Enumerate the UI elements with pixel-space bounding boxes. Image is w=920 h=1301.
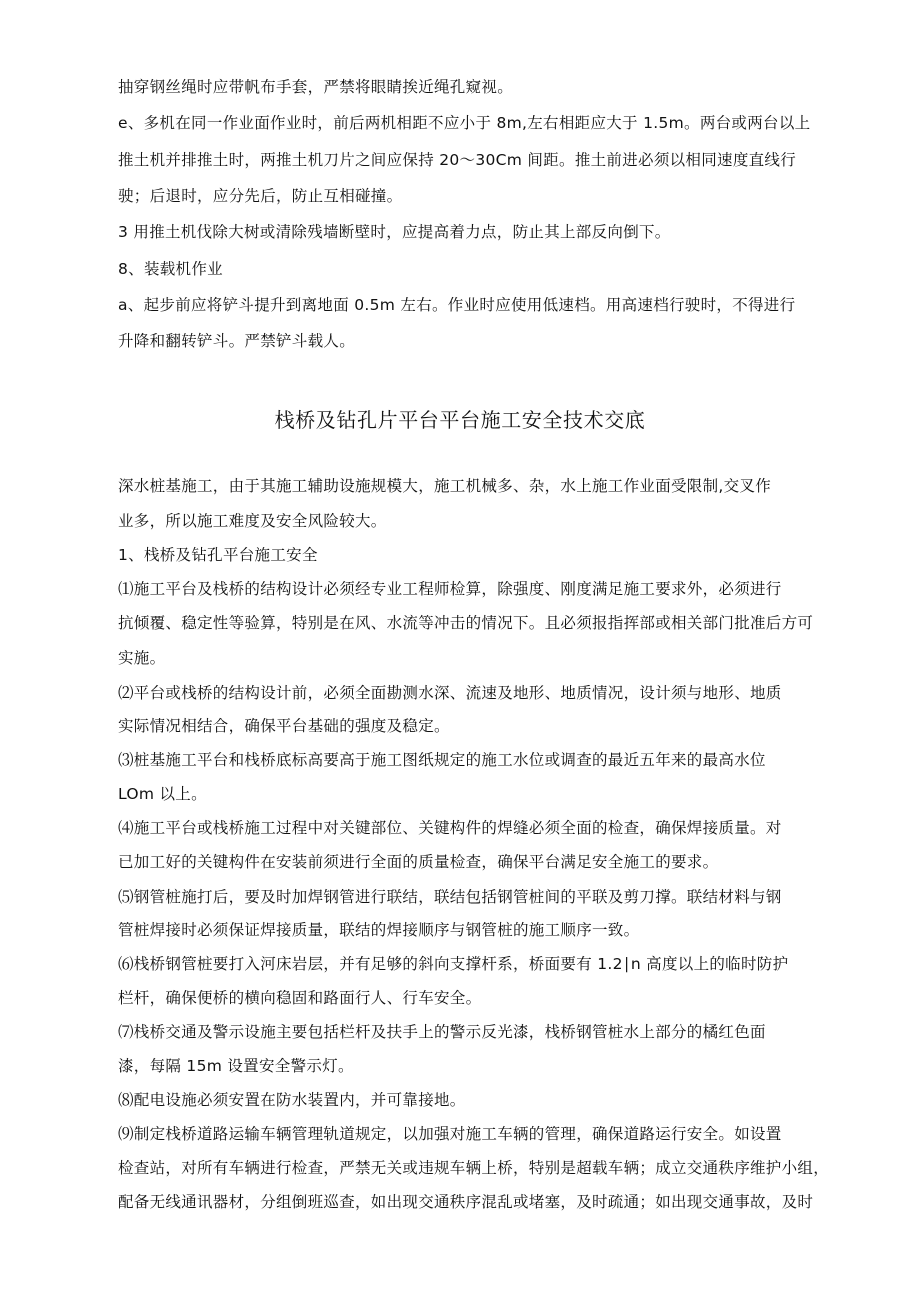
text-line: 管桩焊接时必须保证焊接质量，联结的焊接顺序与钢管桩的施工顺序一致。 [118, 921, 640, 939]
text-line: 检查站，对所有车辆进行检查，严禁无关或违规车辆上桥，特别是超载车辆；成立交通秩序维护小组， [118, 1159, 830, 1177]
text-line: ⑺栈桥交通及警示设施主要包括栏杆及扶手上的警示反光漆，栈桥钢管桩水上部分的橘红色面 [118, 1023, 766, 1041]
text-line: 抽穿钢丝绳时应带帆布手套，严禁将眼睛挨近绳孔窥视。 [118, 78, 514, 96]
text-line: ⑹栈桥钢管桩要打入河床岩层，并有足够的斜向支撑杆系，桥面要有 1.2∣n 高度以上的临时防护 [118, 955, 789, 973]
text-line: 配备无线通讯器材，分组倒班巡查，如出现交通秩序混乱或堵塞，及时疏通；如出现交通事故，及时 [118, 1193, 814, 1211]
text-line: 驶；后退时，应分先后，防止互相碰撞。 [118, 187, 403, 205]
text-line: 业多，所以施工难度及安全风险较大。 [118, 512, 387, 530]
text-line: a、起步前应将铲斗提升到离地面 0.5m 左右。作业时应使用低速档。用高速档行驶时，不得进行 [118, 296, 796, 314]
section-title: 栈桥及钻孔片平台平台施工安全技术交底 [274, 408, 646, 432]
text-line: ⑴施工平台及栈桥的结构设计必须经专业工程师检算，除强度、刚度满足施工要求外，必须进行 [118, 580, 782, 598]
text-line: ⑸钢管桩施打后，要及时加焊钢管进行联结，联结包括钢管桩间的平联及剪刀撑。联结材料与钢 [118, 888, 782, 906]
text-line: 实际情况相结合，确保平台基础的强度及稳定。 [118, 717, 450, 735]
text-line: 漆，每隔 15m 设置安全警示灯。 [118, 1057, 354, 1075]
text-line: 推土机并排推土时，两推土机刀片之间应保持 20～30Cm 间距。推土前进必须以相同速度直线行 [118, 151, 797, 169]
text-line: 1、栈桥及钻孔平台施工安全 [118, 546, 318, 564]
text-line: 栏杆，确保便桥的横向稳固和路面行人、行车安全。 [118, 989, 482, 1007]
text-line: e、多机在同一作业面作业时，前后两机相距不应小于 8m,左右相距应大于 1.5m。两台或两台以上 [118, 114, 811, 132]
text-line: 3 用推土机伐除大树或清除残墙断壁时，应提高着力点，防止其上部反向倒下。 [118, 223, 671, 241]
text-line: 抗倾覆、稳定性等验算，特别是在风、水流等冲击的情况下。且必须报指挥部或相关部门批准后方可 [118, 614, 814, 632]
text-line: 升降和翻转铲斗。严禁铲斗载人。 [118, 332, 356, 350]
text-line: 已加工好的关键构件在安装前须进行全面的质量检查，确保平台满足安全施工的要求。 [118, 853, 719, 871]
text-line: LOm 以上。 [118, 785, 207, 803]
text-line: 深水桩基施工，由于其施工辅助设施规模大，施工机械多、杂，水上施工作业面受限制,交叉作 [118, 477, 772, 495]
text-line: 8、装载机作业 [118, 260, 223, 278]
text-line: ⑵平台或栈桥的结构设计前，必须全面勘测水深、流速及地形、地质情况，设计须与地形、地质 [118, 684, 782, 702]
text-line: 实施。 [118, 649, 166, 667]
text-line: ⑶桩基施工平台和栈桥底标高要高于施工图纸规定的施工水位或调查的最近五年来的最高水位 [118, 751, 766, 769]
text-line: ⑻配电设施必须安置在防水装置内，并可靠接地。 [118, 1091, 466, 1109]
text-line: ⑼制定栈桥道路运输车辆管理轨道规定，以加强对施工车辆的管理，确保道路运行安全。如设置 [118, 1125, 782, 1143]
text-line: ⑷施工平台或栈桥施工过程中对关键部位、关键构件的焊缝必须全面的检查，确保焊接质量。对 [118, 819, 782, 837]
